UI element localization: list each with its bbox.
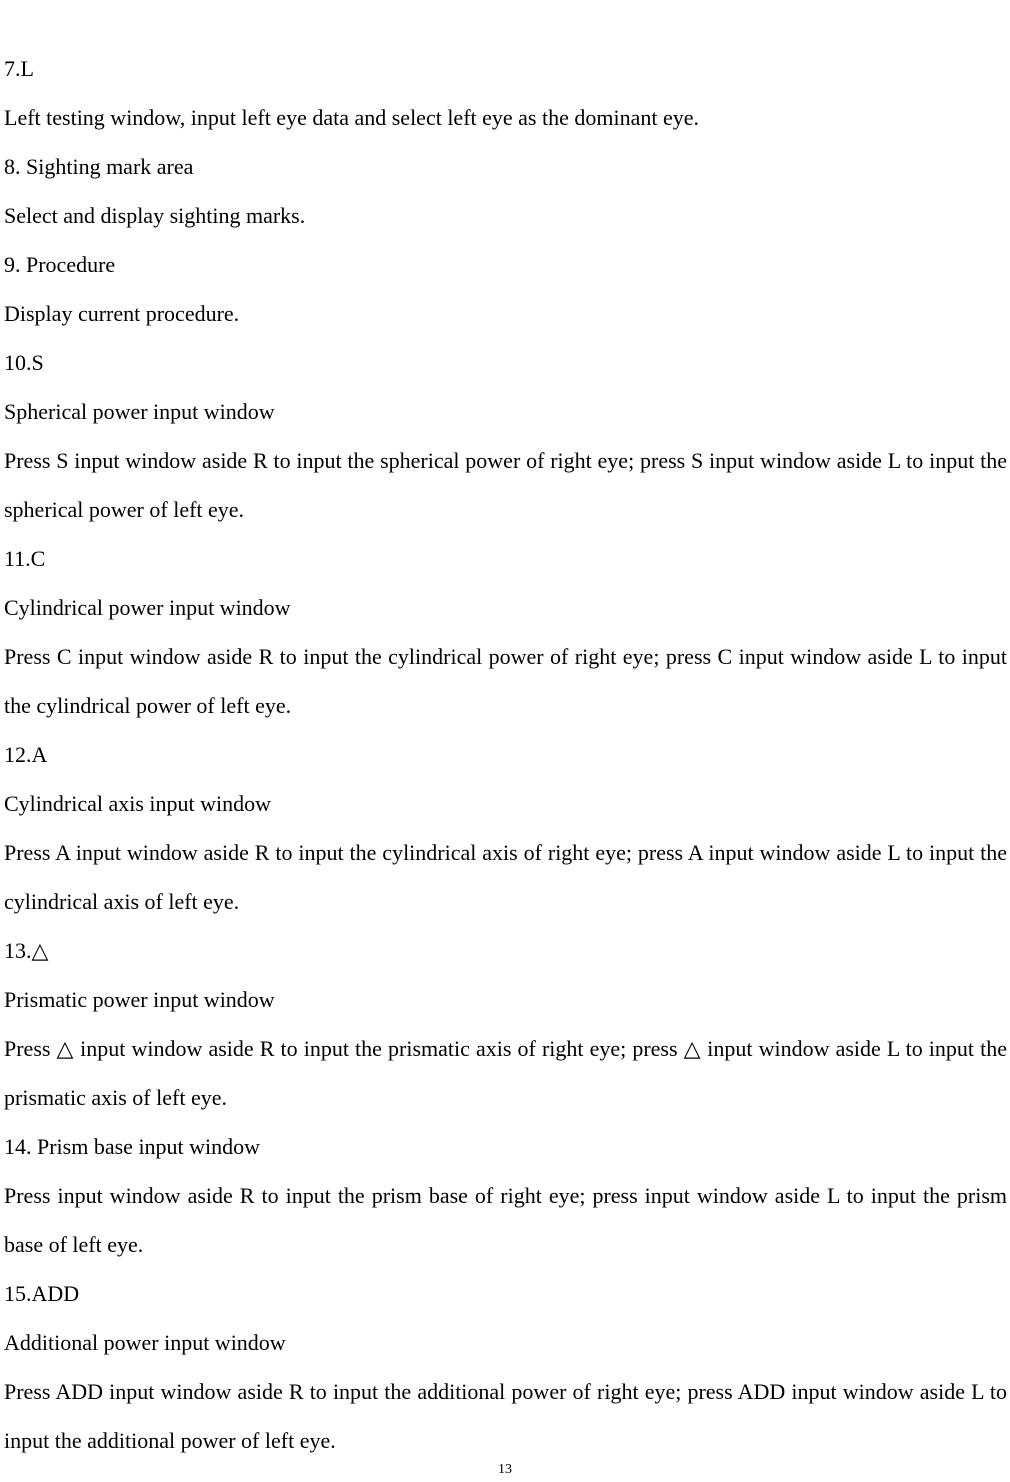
item-subheading: Prismatic power input window <box>4 987 275 1012</box>
item-heading: 15.ADD <box>4 1281 80 1306</box>
item-heading: 9. Procedure <box>4 252 116 277</box>
item-heading: 8. Sighting mark area <box>4 154 194 179</box>
item-paragraph: Press input window aside R to input the prism base of right eye; press input window aside L to input the prism base of left eye. <box>4 1183 1007 1257</box>
item-heading: 10.S <box>4 350 44 375</box>
item-paragraph: Press ADD input window aside R to input the additional power of right eye; press ADD input window aside L to input the additional power of left eye. <box>4 1379 1007 1453</box>
document-body <box>4 44 1007 1465</box>
item-subheading: Cylindrical axis input window <box>4 791 272 816</box>
item-paragraph: Press A input window aside R to input the cylindrical axis of right eye; press A input window aside L to input the cylindrical axis of left eye. <box>4 840 1007 914</box>
item-description: Left testing window, input left eye data and select left eye as the dominant eye. <box>4 105 699 130</box>
item-description: Display current procedure. <box>4 301 240 326</box>
item-paragraph: Press S input window aside R to input the spherical power of right eye; press S input window aside L to input the spherical power of left eye. <box>4 448 1007 522</box>
item-paragraph: Press C input window aside R to input the cylindrical power of right eye; press C input window aside L to input the cylindrical power of left eye. <box>4 644 1007 718</box>
item-heading: 7.L <box>4 56 34 81</box>
item-subheading: Additional power input window <box>4 1330 286 1355</box>
item-subheading: Spherical power input window <box>4 399 275 424</box>
item-heading: 13.△ <box>4 938 49 963</box>
item-heading: 11.C <box>4 546 46 571</box>
item-heading: 12.A <box>4 742 48 767</box>
item-heading: 14. Prism base input window <box>4 1134 261 1159</box>
item-paragraph: Press △ input window aside R to input the prismatic axis of right eye; press △ input window aside L to input the prismatic axis of left eye. <box>4 1036 1007 1110</box>
page-number: 13 <box>498 1462 512 1477</box>
item-subheading: Cylindrical power input window <box>4 595 291 620</box>
item-description: Select and display sighting marks. <box>4 203 306 228</box>
